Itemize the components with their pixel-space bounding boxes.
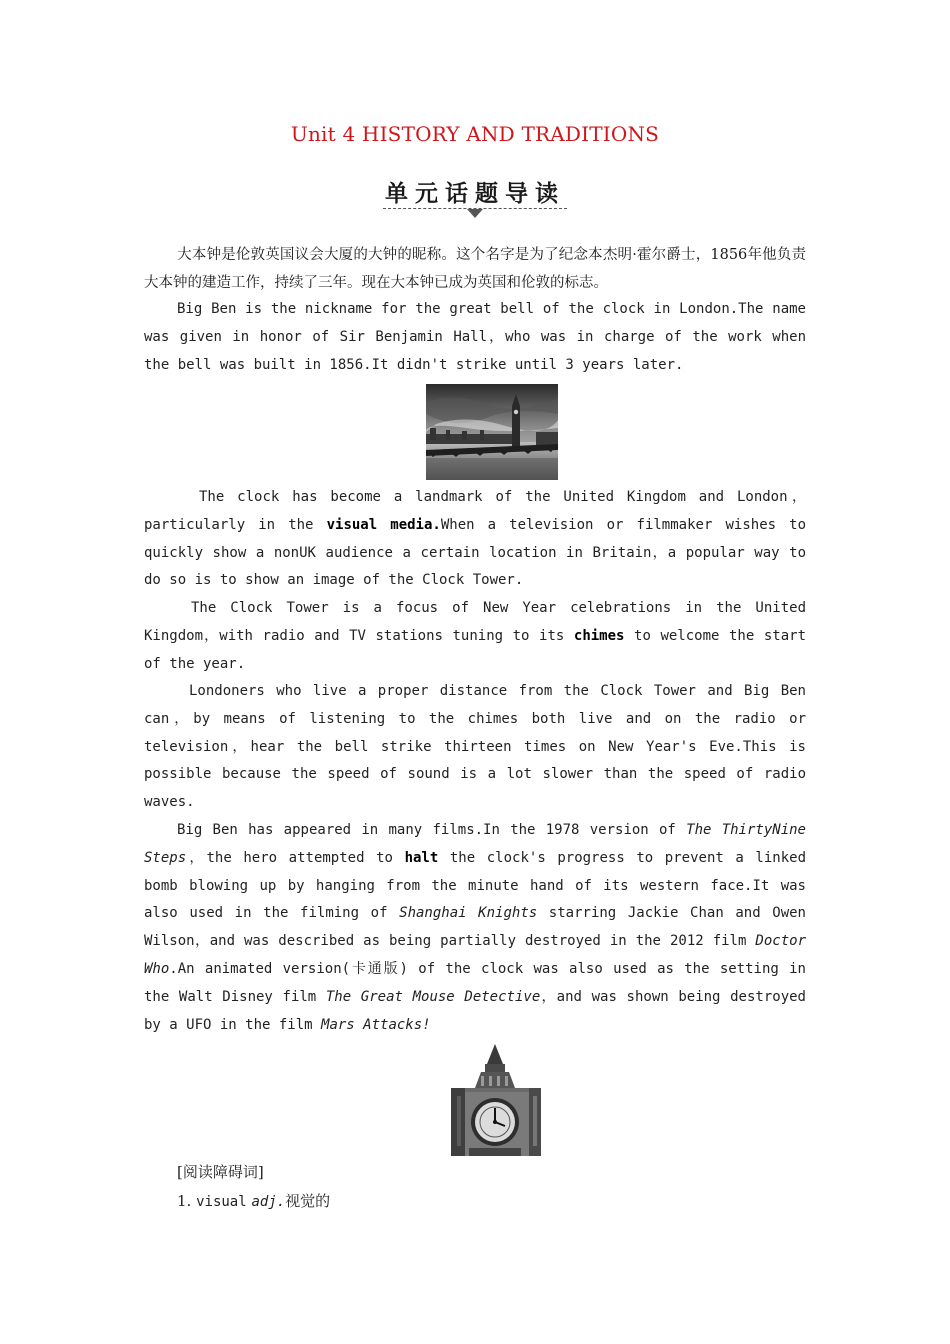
paragraph-4: Londoners who live a proper distance from the Clock Tower and Big Ben can，by means of listening to the chimes both live and on the radio or television，hear the bell strike thirteen times on New Year's Eve.This is possible because the speed of sound is a lot slower than the speed of radio waves. bbox=[144, 683, 806, 811]
film-title: The Great Mouse Detective bbox=[325, 988, 541, 1005]
keyword-chimes: chimes bbox=[573, 627, 625, 644]
paragraph-3: The Clock Tower is a focus of New Year celebrations in the United Kingdom，with radio and TV stations tuning to its chimes to welcome the start of the year. bbox=[144, 600, 806, 672]
paragraph-1: Big Ben is the nickname for the great bell of the clock in London.The name was given in honor of Sir Benjamin Hall，who was in charge of the work when the bell was built in 1856.It didn't strike until 3 years later. bbox=[144, 301, 806, 373]
vocab-item-1: 1. visual adj.视觉的 bbox=[177, 1192, 331, 1210]
film-title: Doctor Who bbox=[144, 933, 806, 977]
intro-chinese: 大本钟是伦敦英国议会大厦的大钟的昵称。这个名字是为了纪念本杰明·霍尔爵士，1856年他负责大本钟的建造工作，持续了三年。现在大本钟已成为英国和伦敦的标志。 bbox=[144, 247, 806, 291]
paragraph-5: Big Ben has appeared in many films.In the 1978 version of The ThirtyNine Steps，the hero attempted to halt the clock's progress to prevent a linked bomb blowing up by hanging from the minute hand of its western face.It was also used in the filming of Shanghai Knights starring Jackie Chan and Owen Wilson，and was described as being partially destroyed in the 2012 film Doctor Who.An animated version(卡通版) of the clock was also used as the setting in the Walt Disney film The Great Mouse Detective，and was shown being destroyed by a UFO in the film Mars Attacks! bbox=[144, 822, 806, 1033]
section-heading-text: 单元话题导读 bbox=[385, 181, 565, 207]
section-heading-arrow-icon bbox=[467, 209, 483, 218]
vocab-heading: [阅读障碍词] bbox=[177, 1163, 264, 1181]
film-title: Shanghai Knights bbox=[399, 905, 538, 922]
section-heading bbox=[383, 175, 567, 208]
film-title: Mars Attacks! bbox=[321, 1016, 431, 1033]
keyword-visual-media: visual media. bbox=[326, 516, 441, 533]
westminster-photo bbox=[426, 384, 558, 480]
paragraph-2: The clock has become a landmark of the United Kingdom and London，particularly in the visual media.When a television or filmmaker wishes to quickly show a nonUK audience a certain location in Britain，a popular way to do so is to show an image of the Clock Tower. bbox=[144, 489, 807, 589]
unit-title: Unit 4 HISTORY AND TRADITIONS bbox=[290, 122, 660, 146]
big-ben-photo bbox=[441, 1042, 549, 1156]
film-title: The ThirtyNine Steps bbox=[144, 822, 806, 866]
keyword-halt: halt bbox=[404, 849, 439, 866]
